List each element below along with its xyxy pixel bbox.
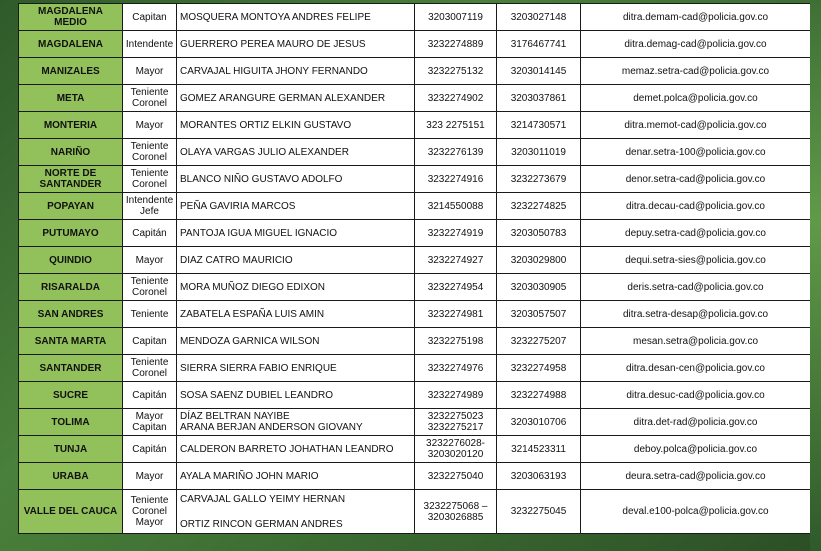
email-cell: dequi.setra-sies@policia.gov.co [581,247,811,274]
name-line: MORA MUÑOZ DIEGO EDIXON [180,281,326,293]
name-cell [177,4,415,31]
table-row [19,193,811,220]
department-cell: META [19,85,123,112]
name-cell [177,139,415,166]
rank-cell [123,436,177,463]
name-cell [177,301,415,328]
phone1-line: 3232275198 [427,335,484,347]
rank-line: Coronel [131,152,168,163]
name-cell [177,166,415,193]
contacts-table [18,3,811,534]
name-line: PEÑA GAVIRIA MARCOS [180,200,296,212]
table-row [19,58,811,85]
name-cell [177,355,415,382]
email-cell: deboy.polca@policia.gov.co [581,436,811,463]
rank-line: Capitán [132,389,167,401]
rank-line: Capitan [132,422,167,433]
name-line: BLANCO NIÑO GUSTAVO ADOLFO [180,173,343,185]
phone2-cell: 3214523311 [497,436,581,463]
phone1-line: 3232275023 [427,411,484,422]
name-line: ORTIZ RINCON GERMAN ANDRES [180,518,343,530]
table-row [19,274,811,301]
department-cell: MANIZALES [19,58,123,85]
rank-line: Capitán [132,443,167,455]
phone1-cell [415,328,497,355]
table-row [19,247,811,274]
name-cell [177,274,415,301]
phone2-cell: 3203029800 [497,247,581,274]
phone1-line: 3232275040 [427,470,484,482]
phone2-cell: 3203063193 [497,463,581,490]
name-line: DÍAZ BELTRAN NAYIBE [180,411,290,422]
email-cell: demet.polca@policia.gov.co [581,85,811,112]
rank-cell [123,247,177,274]
rank-cell [123,31,177,58]
rank-line: Intendente [125,195,174,206]
rank-line: Mayor [135,411,164,422]
department-cell: MAGDALENA [19,31,123,58]
phone1-cell [415,31,497,58]
name-cell [177,463,415,490]
rank-cell [123,355,177,382]
rank-line: Intendente [125,38,174,50]
department-cell: RISARALDA [19,274,123,301]
email-cell: ditra.decau-cad@policia.gov.co [581,193,811,220]
name-line: DIAZ CATRO MAURICIO [180,254,293,266]
phone1-line: 323 2275151 [426,119,485,131]
name-line: CARVAJAL GALLO YEIMY HERNAN [180,493,346,505]
phone2-cell: 3203011019 [497,139,581,166]
phone1-cell [415,490,497,534]
phone1-line: 3232276028- [426,438,485,449]
phone2-cell: 3232274988 [497,382,581,409]
department-cell: VALLE DEL CAUCA [19,490,123,534]
phone1-cell [415,247,497,274]
name-cell [177,490,415,534]
phone2-cell: 3232275045 [497,490,581,534]
phone1-cell [415,58,497,85]
rank-cell [123,409,177,436]
phone2-cell: 3232275207 [497,328,581,355]
email-cell: denor.setra-cad@policia.gov.co [581,166,811,193]
name-cell [177,193,415,220]
name-cell [177,85,415,112]
rank-line: Teniente [130,87,169,98]
department-cell: QUINDIO [19,247,123,274]
rank-line: Mayor [135,254,164,266]
department-cell: NARIÑO [19,139,123,166]
table-row [19,463,811,490]
name-cell [177,112,415,139]
rank-cell [123,58,177,85]
phone2-cell: 3203037861 [497,85,581,112]
name-line: GOMEZ ARANGURE GERMAN ALEXANDER [180,92,386,104]
table-row [19,409,811,436]
phone1-cell [415,436,497,463]
table-row [19,382,811,409]
name-line: MORANTES ORTIZ ELKIN GUSTAVO [180,119,352,131]
department-cell: POPAYAN [19,193,123,220]
table-row [19,220,811,247]
name-line: PANTOJA IGUA MIGUEL IGNACIO [180,227,338,239]
rank-line: Jefe [140,206,159,217]
email-cell: deris.setra-cad@policia.gov.co [581,274,811,301]
email-cell: ditra.demam-cad@policia.gov.co [581,4,811,31]
phone1-line: 3232274927 [427,254,484,266]
phone1-line: 3232275217 [427,422,484,433]
rank-cell [123,139,177,166]
rank-cell [123,328,177,355]
table-row [19,166,811,193]
name-line: CALDERON BARRETO JOHATHAN LEANDRO [180,443,394,455]
rank-line: Coronel [131,179,168,190]
name-cell [177,436,415,463]
phone1-line: 3232274976 [427,362,484,374]
phone2-cell: 3203010706 [497,409,581,436]
rank-line: Coronel [131,506,168,517]
phone2-cell: 3214730571 [497,112,581,139]
email-cell: ditra.demag-cad@policia.gov.co [581,31,811,58]
name-cell [177,328,415,355]
phone1-cell [415,409,497,436]
name-cell [177,247,415,274]
email-cell: ditra.det-rad@policia.gov.co [581,409,811,436]
rank-line: Coronel [131,287,168,298]
phone1-cell [415,382,497,409]
rank-line: Capitán [132,227,167,239]
phone2-cell: 3203050783 [497,220,581,247]
phone2-cell: 3232274958 [497,355,581,382]
email-cell: ditra.memot-cad@policia.gov.co [581,112,811,139]
table-row [19,85,811,112]
email-cell: ditra.setra-desap@policia.gov.co [581,301,811,328]
table-row [19,355,811,382]
rank-line: Mayor [135,119,164,131]
name-line: AYALA MARIÑO JOHN MARIO [180,470,319,482]
email-cell: ditra.desuc-cad@policia.gov.co [581,382,811,409]
phone1-cell [415,4,497,31]
phone1-cell [415,139,497,166]
rank-cell [123,463,177,490]
phone1-line: 3232275132 [427,65,484,77]
phone2-cell: 3203057507 [497,301,581,328]
email-cell: ditra.desan-cen@policia.gov.co [581,355,811,382]
phone1-cell [415,193,497,220]
table-row [19,31,811,58]
phone1-line: 3232276139 [427,146,484,158]
rank-line: Mayor [135,65,164,77]
phone1-line: 3232274919 [427,227,484,239]
rank-line: Teniente [130,308,169,320]
contacts-table-body [19,4,811,534]
phone2-cell: 3176467741 [497,31,581,58]
name-cell [177,58,415,85]
phone1-line: 3214550088 [427,200,484,212]
phone1-line: 3232274916 [427,173,484,185]
table-row [19,4,811,31]
phone2-cell: 3203027148 [497,4,581,31]
name-line: GUERRERO PEREA MAURO DE JESUS [180,38,366,50]
table-row [19,301,811,328]
phone1-cell [415,463,497,490]
rank-cell [123,166,177,193]
rank-line: Teniente [130,168,169,179]
rank-cell [123,382,177,409]
name-cell [177,382,415,409]
phone1-cell [415,274,497,301]
phone1-line: 3232274902 [427,92,484,104]
table-row [19,328,811,355]
rank-cell [123,220,177,247]
department-cell: MONTERIA [19,112,123,139]
phone1-line: 3232274981 [427,308,484,320]
department-cell: PUTUMAYO [19,220,123,247]
phone1-line: 3232274989 [427,389,484,401]
department-cell: SAN ANDRES [19,301,123,328]
phone1-cell [415,355,497,382]
email-cell: deval.e100-polca@policia.gov.co [581,490,811,534]
rank-line: Teniente [130,141,169,152]
name-cell [177,220,415,247]
department-cell: NORTE DE SANTANDER [19,166,123,193]
rank-line: Capitan [132,11,167,23]
phone2-cell: 3203014145 [497,58,581,85]
name-line: MENDOZA GARNICA WILSON [180,335,320,347]
table-row [19,490,811,534]
email-cell: depuy.setra-cad@policia.gov.co [581,220,811,247]
department-cell: MAGDALENA MEDIO [19,4,123,31]
table-row [19,112,811,139]
rank-line: Coronel [131,98,168,109]
email-cell: memaz.setra-cad@policia.gov.co [581,58,811,85]
rank-cell [123,490,177,534]
rank-line: Coronel [131,368,168,379]
phone2-cell: 3232274825 [497,193,581,220]
phone1-cell [415,112,497,139]
name-cell [177,31,415,58]
name-cell [177,409,415,436]
rank-cell [123,301,177,328]
name-line: ZABATELA ESPAÑA LUIS AMIN [180,308,325,320]
name-line: CARVAJAL HIGUITA JHONY FERNANDO [180,65,368,77]
rank-cell [123,112,177,139]
phone1-cell [415,166,497,193]
table-row [19,139,811,166]
department-cell: SANTANDER [19,355,123,382]
department-cell: TUNJA [19,436,123,463]
department-cell: SUCRE [19,382,123,409]
phone1-cell [415,301,497,328]
rank-line: Teniente [130,276,169,287]
department-cell: TOLIMA [19,409,123,436]
email-cell: mesan.setra@policia.gov.co [581,328,811,355]
rank-cell [123,85,177,112]
rank-cell [123,4,177,31]
phone1-line: 3232274889 [427,38,484,50]
phone1-cell [415,85,497,112]
phone1-line: 3203020120 [427,449,484,460]
phone1-line: 3203026885 [427,511,484,523]
name-line: OLAYA VARGAS JULIO ALEXANDER [180,146,349,158]
email-cell: deura.setra-cad@policia.gov.co [581,463,811,490]
rank-cell [123,193,177,220]
name-line: ARANA BERJAN ANDERSON GIOVANY [180,422,363,433]
name-line: SOSA SAENZ DUBIEL LEANDRO [180,389,334,401]
rank-line: Mayor [135,470,164,482]
rank-line: Mayor [135,517,164,528]
background-edge [810,0,821,551]
name-line: MOSQUERA MONTOYA ANDRES FELIPE [180,11,371,23]
department-cell: URABA [19,463,123,490]
phone1-line: 3232275068 – [423,500,488,512]
rank-cell [123,274,177,301]
phone1-line: 3232274954 [427,281,484,293]
phone2-cell: 3203030905 [497,274,581,301]
department-cell: SANTA MARTA [19,328,123,355]
phone2-cell: 3232273679 [497,166,581,193]
phone1-cell [415,220,497,247]
email-cell: denar.setra-100@policia.gov.co [581,139,811,166]
contacts-table-container [18,3,810,534]
table-row [19,436,811,463]
phone1-line: 3203007119 [428,11,483,23]
rank-line: Capitan [132,335,167,347]
rank-line: Teniente [130,357,169,368]
name-line: SIERRA SIERRA FABIO ENRIQUE [180,362,337,374]
rank-line: Teniente [130,495,169,506]
